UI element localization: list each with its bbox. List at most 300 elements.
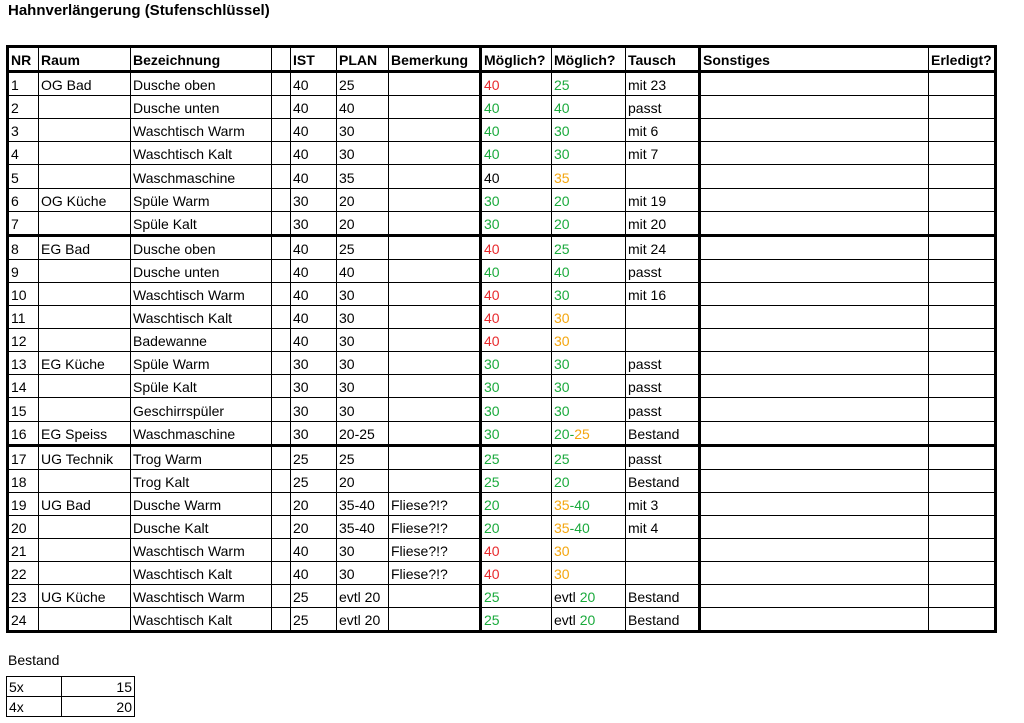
raum-cell: UG Küche bbox=[39, 585, 131, 608]
moeglich-2-part: 20- bbox=[554, 425, 575, 442]
bemerkung-cell bbox=[389, 398, 481, 421]
ist-cell: 25 bbox=[291, 608, 337, 632]
tausch-cell: passt bbox=[626, 375, 700, 398]
moeglich-2-cell bbox=[552, 585, 626, 608]
moeglich-2-cell bbox=[552, 211, 626, 235]
tausch-cell: mit 6 bbox=[626, 119, 700, 142]
plan-cell: 30 bbox=[337, 282, 389, 305]
blank-cell bbox=[272, 562, 291, 585]
sonstiges-cell bbox=[700, 538, 929, 561]
sonstiges-cell bbox=[700, 445, 929, 469]
bezeichnung-cell: Waschtisch Kalt bbox=[131, 142, 272, 165]
erledigt-cell bbox=[929, 515, 996, 538]
moeglich-2-cell bbox=[552, 142, 626, 165]
bezeichnung-cell: Dusche unten bbox=[131, 259, 272, 282]
nr-cell: 13 bbox=[8, 352, 39, 375]
blank-cell bbox=[272, 585, 291, 608]
ist-cell: 40 bbox=[291, 562, 337, 585]
bezeichnung-cell: Waschtisch Warm bbox=[131, 585, 272, 608]
plan-cell: 25 bbox=[337, 445, 389, 469]
bemerkung-cell bbox=[389, 585, 481, 608]
moeglich-1-cell: 40 bbox=[481, 235, 552, 259]
plan-cell: 20 bbox=[337, 188, 389, 211]
raum-cell bbox=[39, 538, 131, 561]
table-row bbox=[8, 282, 996, 305]
bemerkung-cell bbox=[389, 142, 481, 165]
tausch-cell: mit 19 bbox=[626, 188, 700, 211]
erledigt-cell bbox=[929, 352, 996, 375]
moeglich-1-cell: 40 bbox=[481, 562, 552, 585]
moeglich-1-cell: 40 bbox=[481, 306, 552, 329]
bemerkung-cell bbox=[389, 329, 481, 352]
sonstiges-cell bbox=[700, 329, 929, 352]
sonstiges-cell bbox=[700, 421, 929, 445]
bemerkung-cell bbox=[389, 188, 481, 211]
blank-cell bbox=[272, 538, 291, 561]
plan-cell: 30 bbox=[337, 538, 389, 561]
table-row bbox=[8, 445, 996, 469]
ist-cell: 40 bbox=[291, 235, 337, 259]
blank-cell bbox=[272, 72, 291, 96]
bemerkung-cell bbox=[389, 259, 481, 282]
moeglich-1-cell: 20 bbox=[481, 492, 552, 515]
moeglich-2-cell bbox=[552, 421, 626, 445]
moeglich-2-part: 40 bbox=[554, 263, 570, 280]
header-row bbox=[8, 47, 996, 72]
bezeichnung-cell: Waschtisch Warm bbox=[131, 119, 272, 142]
table-row bbox=[8, 398, 996, 421]
ist-cell: 40 bbox=[291, 306, 337, 329]
erledigt-cell bbox=[929, 282, 996, 305]
erledigt-cell bbox=[929, 421, 996, 445]
blank-cell bbox=[272, 165, 291, 188]
tausch-cell bbox=[626, 306, 700, 329]
moeglich-1-cell: 25 bbox=[481, 445, 552, 469]
bemerkung-cell bbox=[389, 352, 481, 375]
erledigt-cell bbox=[929, 375, 996, 398]
moeglich-2-part: -40 bbox=[569, 496, 590, 513]
moeglich-2-part: evtl bbox=[554, 589, 580, 606]
moeglich-1-cell: 25 bbox=[481, 608, 552, 632]
nr-cell: 15 bbox=[8, 398, 39, 421]
header-bezeichnung: Bezeichnung bbox=[131, 47, 272, 72]
bestand-row bbox=[7, 697, 135, 717]
sonstiges-cell bbox=[700, 492, 929, 515]
raum-cell: OG Küche bbox=[39, 188, 131, 211]
header-nr: NR bbox=[8, 47, 39, 72]
nr-cell: 8 bbox=[8, 235, 39, 259]
tausch-cell: passt bbox=[626, 445, 700, 469]
nr-cell: 11 bbox=[8, 306, 39, 329]
blank-cell bbox=[272, 375, 291, 398]
moeglich-2-part: 35 bbox=[554, 519, 570, 536]
moeglich-2-part: 35 bbox=[554, 496, 570, 513]
bezeichnung-cell: Waschmaschine bbox=[131, 421, 272, 445]
tausch-cell: passt bbox=[626, 96, 700, 119]
erledigt-cell bbox=[929, 96, 996, 119]
sonstiges-cell bbox=[700, 235, 929, 259]
bemerkung-cell bbox=[389, 211, 481, 235]
bemerkung-cell bbox=[389, 421, 481, 445]
ist-cell: 40 bbox=[291, 329, 337, 352]
raum-cell bbox=[39, 306, 131, 329]
plan-cell: 40 bbox=[337, 259, 389, 282]
nr-cell: 1 bbox=[8, 72, 39, 96]
erledigt-cell bbox=[929, 469, 996, 492]
erledigt-cell bbox=[929, 492, 996, 515]
bemerkung-cell bbox=[389, 119, 481, 142]
sonstiges-cell bbox=[700, 72, 929, 96]
moeglich-2-cell bbox=[552, 375, 626, 398]
moeglich-2-part: 25 bbox=[554, 240, 570, 257]
sonstiges-cell bbox=[700, 562, 929, 585]
plan-cell: 30 bbox=[337, 375, 389, 398]
tausch-cell: passt bbox=[626, 259, 700, 282]
bemerkung-cell: Fliese?!? bbox=[389, 562, 481, 585]
bezeichnung-cell: Waschtisch Warm bbox=[131, 538, 272, 561]
moeglich-2-part: 30 bbox=[554, 287, 570, 304]
ist-cell: 40 bbox=[291, 538, 337, 561]
nr-cell: 10 bbox=[8, 282, 39, 305]
bestand-label: Bestand bbox=[8, 652, 60, 668]
moeglich-2-cell bbox=[552, 165, 626, 188]
erledigt-cell bbox=[929, 445, 996, 469]
nr-cell: 9 bbox=[8, 259, 39, 282]
moeglich-1-cell: 40 bbox=[481, 259, 552, 282]
nr-cell: 24 bbox=[8, 608, 39, 632]
table-row bbox=[8, 492, 996, 515]
sonstiges-cell bbox=[700, 188, 929, 211]
moeglich-2-part: -40 bbox=[569, 519, 590, 536]
nr-cell: 23 bbox=[8, 585, 39, 608]
table-row bbox=[8, 352, 996, 375]
tausch-cell bbox=[626, 165, 700, 188]
moeglich-1-cell: 30 bbox=[481, 188, 552, 211]
moeglich-2-part: 20 bbox=[579, 612, 596, 629]
bestand-count: 5x bbox=[7, 677, 62, 697]
table-row bbox=[8, 585, 996, 608]
raum-cell bbox=[39, 398, 131, 421]
nr-cell: 4 bbox=[8, 142, 39, 165]
bestand-count: 4x bbox=[7, 697, 62, 717]
moeglich-1-cell: 40 bbox=[481, 119, 552, 142]
moeglich-1-cell: 25 bbox=[481, 585, 552, 608]
blank-cell bbox=[272, 96, 291, 119]
bezeichnung-cell: Waschtisch Kalt bbox=[131, 608, 272, 632]
plan-cell: 30 bbox=[337, 398, 389, 421]
bemerkung-cell bbox=[389, 96, 481, 119]
bestand-table bbox=[6, 676, 135, 717]
ist-cell: 20 bbox=[291, 515, 337, 538]
table-row bbox=[8, 329, 996, 352]
tausch-cell bbox=[626, 562, 700, 585]
sonstiges-cell bbox=[700, 352, 929, 375]
erledigt-cell bbox=[929, 538, 996, 561]
table-row bbox=[8, 188, 996, 211]
bestand-row bbox=[7, 677, 135, 697]
raum-cell: EG Küche bbox=[39, 352, 131, 375]
tausch-cell: mit 3 bbox=[626, 492, 700, 515]
erledigt-cell bbox=[929, 398, 996, 421]
blank-cell bbox=[272, 211, 291, 235]
raum-cell bbox=[39, 515, 131, 538]
ist-cell: 30 bbox=[291, 188, 337, 211]
ist-cell: 30 bbox=[291, 352, 337, 375]
bemerkung-cell bbox=[389, 608, 481, 632]
moeglich-2-cell bbox=[552, 538, 626, 561]
sonstiges-cell bbox=[700, 259, 929, 282]
table-row bbox=[8, 469, 996, 492]
moeglich-2-cell bbox=[552, 119, 626, 142]
bemerkung-cell bbox=[389, 375, 481, 398]
raum-cell bbox=[39, 259, 131, 282]
sonstiges-cell bbox=[700, 119, 929, 142]
ist-cell: 40 bbox=[291, 119, 337, 142]
plan-cell: 30 bbox=[337, 329, 389, 352]
sonstiges-cell bbox=[700, 375, 929, 398]
moeglich-2-part: 20 bbox=[579, 589, 596, 606]
nr-cell: 14 bbox=[8, 375, 39, 398]
raum-cell: EG Speiss bbox=[39, 421, 131, 445]
moeglich-2-part: 30 bbox=[554, 566, 570, 583]
blank-cell bbox=[272, 608, 291, 632]
blank-cell bbox=[272, 492, 291, 515]
nr-cell: 19 bbox=[8, 492, 39, 515]
moeglich-1-cell: 30 bbox=[481, 375, 552, 398]
sonstiges-cell bbox=[700, 306, 929, 329]
plan-cell: 30 bbox=[337, 142, 389, 165]
moeglich-2-cell bbox=[552, 492, 626, 515]
raum-cell: OG Bad bbox=[39, 72, 131, 96]
header-ist: IST bbox=[291, 47, 337, 72]
moeglich-2-cell bbox=[552, 282, 626, 305]
header-moeglich-1: Möglich? bbox=[481, 47, 552, 72]
table-row bbox=[8, 608, 996, 632]
plan-cell: 35 bbox=[337, 165, 389, 188]
plan-cell: 30 bbox=[337, 352, 389, 375]
sonstiges-cell bbox=[700, 398, 929, 421]
tausch-cell: mit 24 bbox=[626, 235, 700, 259]
moeglich-2-cell bbox=[552, 259, 626, 282]
bemerkung-cell bbox=[389, 235, 481, 259]
raum-cell bbox=[39, 329, 131, 352]
moeglich-1-cell: 30 bbox=[481, 211, 552, 235]
plan-cell: 35-40 bbox=[337, 515, 389, 538]
bezeichnung-cell: Geschirrspüler bbox=[131, 398, 272, 421]
erledigt-cell bbox=[929, 72, 996, 96]
moeglich-2-part: 30 bbox=[554, 310, 570, 327]
ist-cell: 30 bbox=[291, 211, 337, 235]
bestand-size: 20 bbox=[62, 697, 135, 717]
table-row bbox=[8, 211, 996, 235]
table-row bbox=[8, 562, 996, 585]
table-row bbox=[8, 375, 996, 398]
bezeichnung-cell: Trog Kalt bbox=[131, 469, 272, 492]
moeglich-1-cell: 25 bbox=[481, 469, 552, 492]
tausch-cell: mit 16 bbox=[626, 282, 700, 305]
moeglich-2-part: 25 bbox=[554, 450, 570, 467]
moeglich-2-part: evtl bbox=[554, 612, 580, 629]
ist-cell: 25 bbox=[291, 585, 337, 608]
sonstiges-cell bbox=[700, 211, 929, 235]
header-raum: Raum bbox=[39, 47, 131, 72]
tausch-cell: Bestand bbox=[626, 585, 700, 608]
header-blank bbox=[272, 47, 291, 72]
moeglich-2-part: 30 bbox=[554, 123, 570, 140]
nr-cell: 7 bbox=[8, 211, 39, 235]
erledigt-cell bbox=[929, 329, 996, 352]
moeglich-2-part: 20 bbox=[554, 192, 570, 209]
moeglich-2-cell bbox=[552, 562, 626, 585]
erledigt-cell bbox=[929, 211, 996, 235]
plan-cell: 35-40 bbox=[337, 492, 389, 515]
table-row bbox=[8, 72, 996, 96]
plan-cell: 30 bbox=[337, 562, 389, 585]
erledigt-cell bbox=[929, 142, 996, 165]
raum-cell: EG Bad bbox=[39, 235, 131, 259]
moeglich-2-cell bbox=[552, 235, 626, 259]
moeglich-1-cell: 30 bbox=[481, 352, 552, 375]
bezeichnung-cell: Spüle Warm bbox=[131, 352, 272, 375]
bemerkung-cell bbox=[389, 282, 481, 305]
table-row bbox=[8, 235, 996, 259]
plan-cell: 30 bbox=[337, 119, 389, 142]
moeglich-2-cell bbox=[552, 329, 626, 352]
moeglich-2-part: 20 bbox=[554, 215, 570, 232]
bestand-size: 15 bbox=[62, 677, 135, 697]
bezeichnung-cell: Dusche Kalt bbox=[131, 515, 272, 538]
table-body bbox=[8, 72, 996, 632]
moeglich-2-part: 20 bbox=[554, 473, 570, 490]
tausch-cell bbox=[626, 329, 700, 352]
tausch-cell: mit 23 bbox=[626, 72, 700, 96]
moeglich-2-part: 40 bbox=[554, 100, 570, 117]
erledigt-cell bbox=[929, 585, 996, 608]
moeglich-1-cell: 40 bbox=[481, 282, 552, 305]
tausch-cell: passt bbox=[626, 398, 700, 421]
moeglich-2-cell bbox=[552, 306, 626, 329]
moeglich-2-part: 25 bbox=[574, 425, 590, 442]
bezeichnung-cell: Waschmaschine bbox=[131, 165, 272, 188]
moeglich-2-part: 30 bbox=[554, 333, 570, 350]
nr-cell: 2 bbox=[8, 96, 39, 119]
bemerkung-cell bbox=[389, 469, 481, 492]
ist-cell: 30 bbox=[291, 398, 337, 421]
bezeichnung-cell: Dusche oben bbox=[131, 72, 272, 96]
raum-cell bbox=[39, 96, 131, 119]
erledigt-cell bbox=[929, 259, 996, 282]
table-row bbox=[8, 538, 996, 561]
bemerkung-cell bbox=[389, 72, 481, 96]
blank-cell bbox=[272, 445, 291, 469]
blank-cell bbox=[272, 515, 291, 538]
ist-cell: 40 bbox=[291, 72, 337, 96]
sonstiges-cell bbox=[700, 469, 929, 492]
nr-cell: 22 bbox=[8, 562, 39, 585]
header-tausch: Tausch bbox=[626, 47, 700, 72]
raum-cell bbox=[39, 375, 131, 398]
blank-cell bbox=[272, 398, 291, 421]
moeglich-2-part: 30 bbox=[554, 402, 570, 419]
erledigt-cell bbox=[929, 119, 996, 142]
ist-cell: 25 bbox=[291, 445, 337, 469]
tausch-cell: Bestand bbox=[626, 421, 700, 445]
nr-cell: 17 bbox=[8, 445, 39, 469]
header-bemerkung: Bemerkung bbox=[389, 47, 481, 72]
blank-cell bbox=[272, 352, 291, 375]
moeglich-1-cell: 40 bbox=[481, 72, 552, 96]
blank-cell bbox=[272, 329, 291, 352]
moeglich-2-part: 30 bbox=[554, 146, 570, 163]
bezeichnung-cell: Badewanne bbox=[131, 329, 272, 352]
ist-cell: 25 bbox=[291, 469, 337, 492]
ist-cell: 30 bbox=[291, 375, 337, 398]
moeglich-2-cell bbox=[552, 608, 626, 632]
moeglich-2-cell bbox=[552, 515, 626, 538]
erledigt-cell bbox=[929, 306, 996, 329]
raum-cell bbox=[39, 562, 131, 585]
moeglich-1-cell: 40 bbox=[481, 329, 552, 352]
header-moeglich-2: Möglich? bbox=[552, 47, 626, 72]
plan-cell: 20 bbox=[337, 211, 389, 235]
nr-cell: 16 bbox=[8, 421, 39, 445]
moeglich-2-part: 25 bbox=[554, 77, 570, 94]
erledigt-cell bbox=[929, 235, 996, 259]
tausch-cell bbox=[626, 538, 700, 561]
blank-cell bbox=[272, 306, 291, 329]
blank-cell bbox=[272, 142, 291, 165]
nr-cell: 6 bbox=[8, 188, 39, 211]
tausch-cell: Bestand bbox=[626, 608, 700, 632]
moeglich-2-cell bbox=[552, 352, 626, 375]
sonstiges-cell bbox=[700, 608, 929, 632]
moeglich-2-cell bbox=[552, 445, 626, 469]
table-row bbox=[8, 119, 996, 142]
plan-cell: evtl 20 bbox=[337, 585, 389, 608]
moeglich-2-part: 30 bbox=[554, 543, 570, 560]
plan-cell: 25 bbox=[337, 72, 389, 96]
raum-cell bbox=[39, 469, 131, 492]
bemerkung-cell: Fliese?!? bbox=[389, 538, 481, 561]
plan-cell: 20-25 bbox=[337, 421, 389, 445]
ist-cell: 40 bbox=[291, 259, 337, 282]
moeglich-1-cell: 40 bbox=[481, 96, 552, 119]
bezeichnung-cell: Trog Warm bbox=[131, 445, 272, 469]
moeglich-1-cell: 40 bbox=[481, 142, 552, 165]
table-row bbox=[8, 259, 996, 282]
raum-cell: UG Bad bbox=[39, 492, 131, 515]
moeglich-1-cell: 40 bbox=[481, 165, 552, 188]
tausch-cell: passt bbox=[626, 352, 700, 375]
ist-cell: 40 bbox=[291, 282, 337, 305]
erledigt-cell bbox=[929, 562, 996, 585]
sonstiges-cell bbox=[700, 515, 929, 538]
sonstiges-cell bbox=[700, 165, 929, 188]
moeglich-2-part: 30 bbox=[554, 356, 570, 373]
raum-cell bbox=[39, 608, 131, 632]
raum-cell bbox=[39, 211, 131, 235]
moeglich-2-cell bbox=[552, 96, 626, 119]
nr-cell: 3 bbox=[8, 119, 39, 142]
ist-cell: 20 bbox=[291, 492, 337, 515]
bezeichnung-cell: Dusche unten bbox=[131, 96, 272, 119]
bezeichnung-cell: Dusche oben bbox=[131, 235, 272, 259]
nr-cell: 20 bbox=[8, 515, 39, 538]
plan-cell: 20 bbox=[337, 469, 389, 492]
header-erledigt: Erledigt? bbox=[929, 47, 996, 72]
moeglich-1-cell: 40 bbox=[481, 538, 552, 561]
table-row bbox=[8, 515, 996, 538]
